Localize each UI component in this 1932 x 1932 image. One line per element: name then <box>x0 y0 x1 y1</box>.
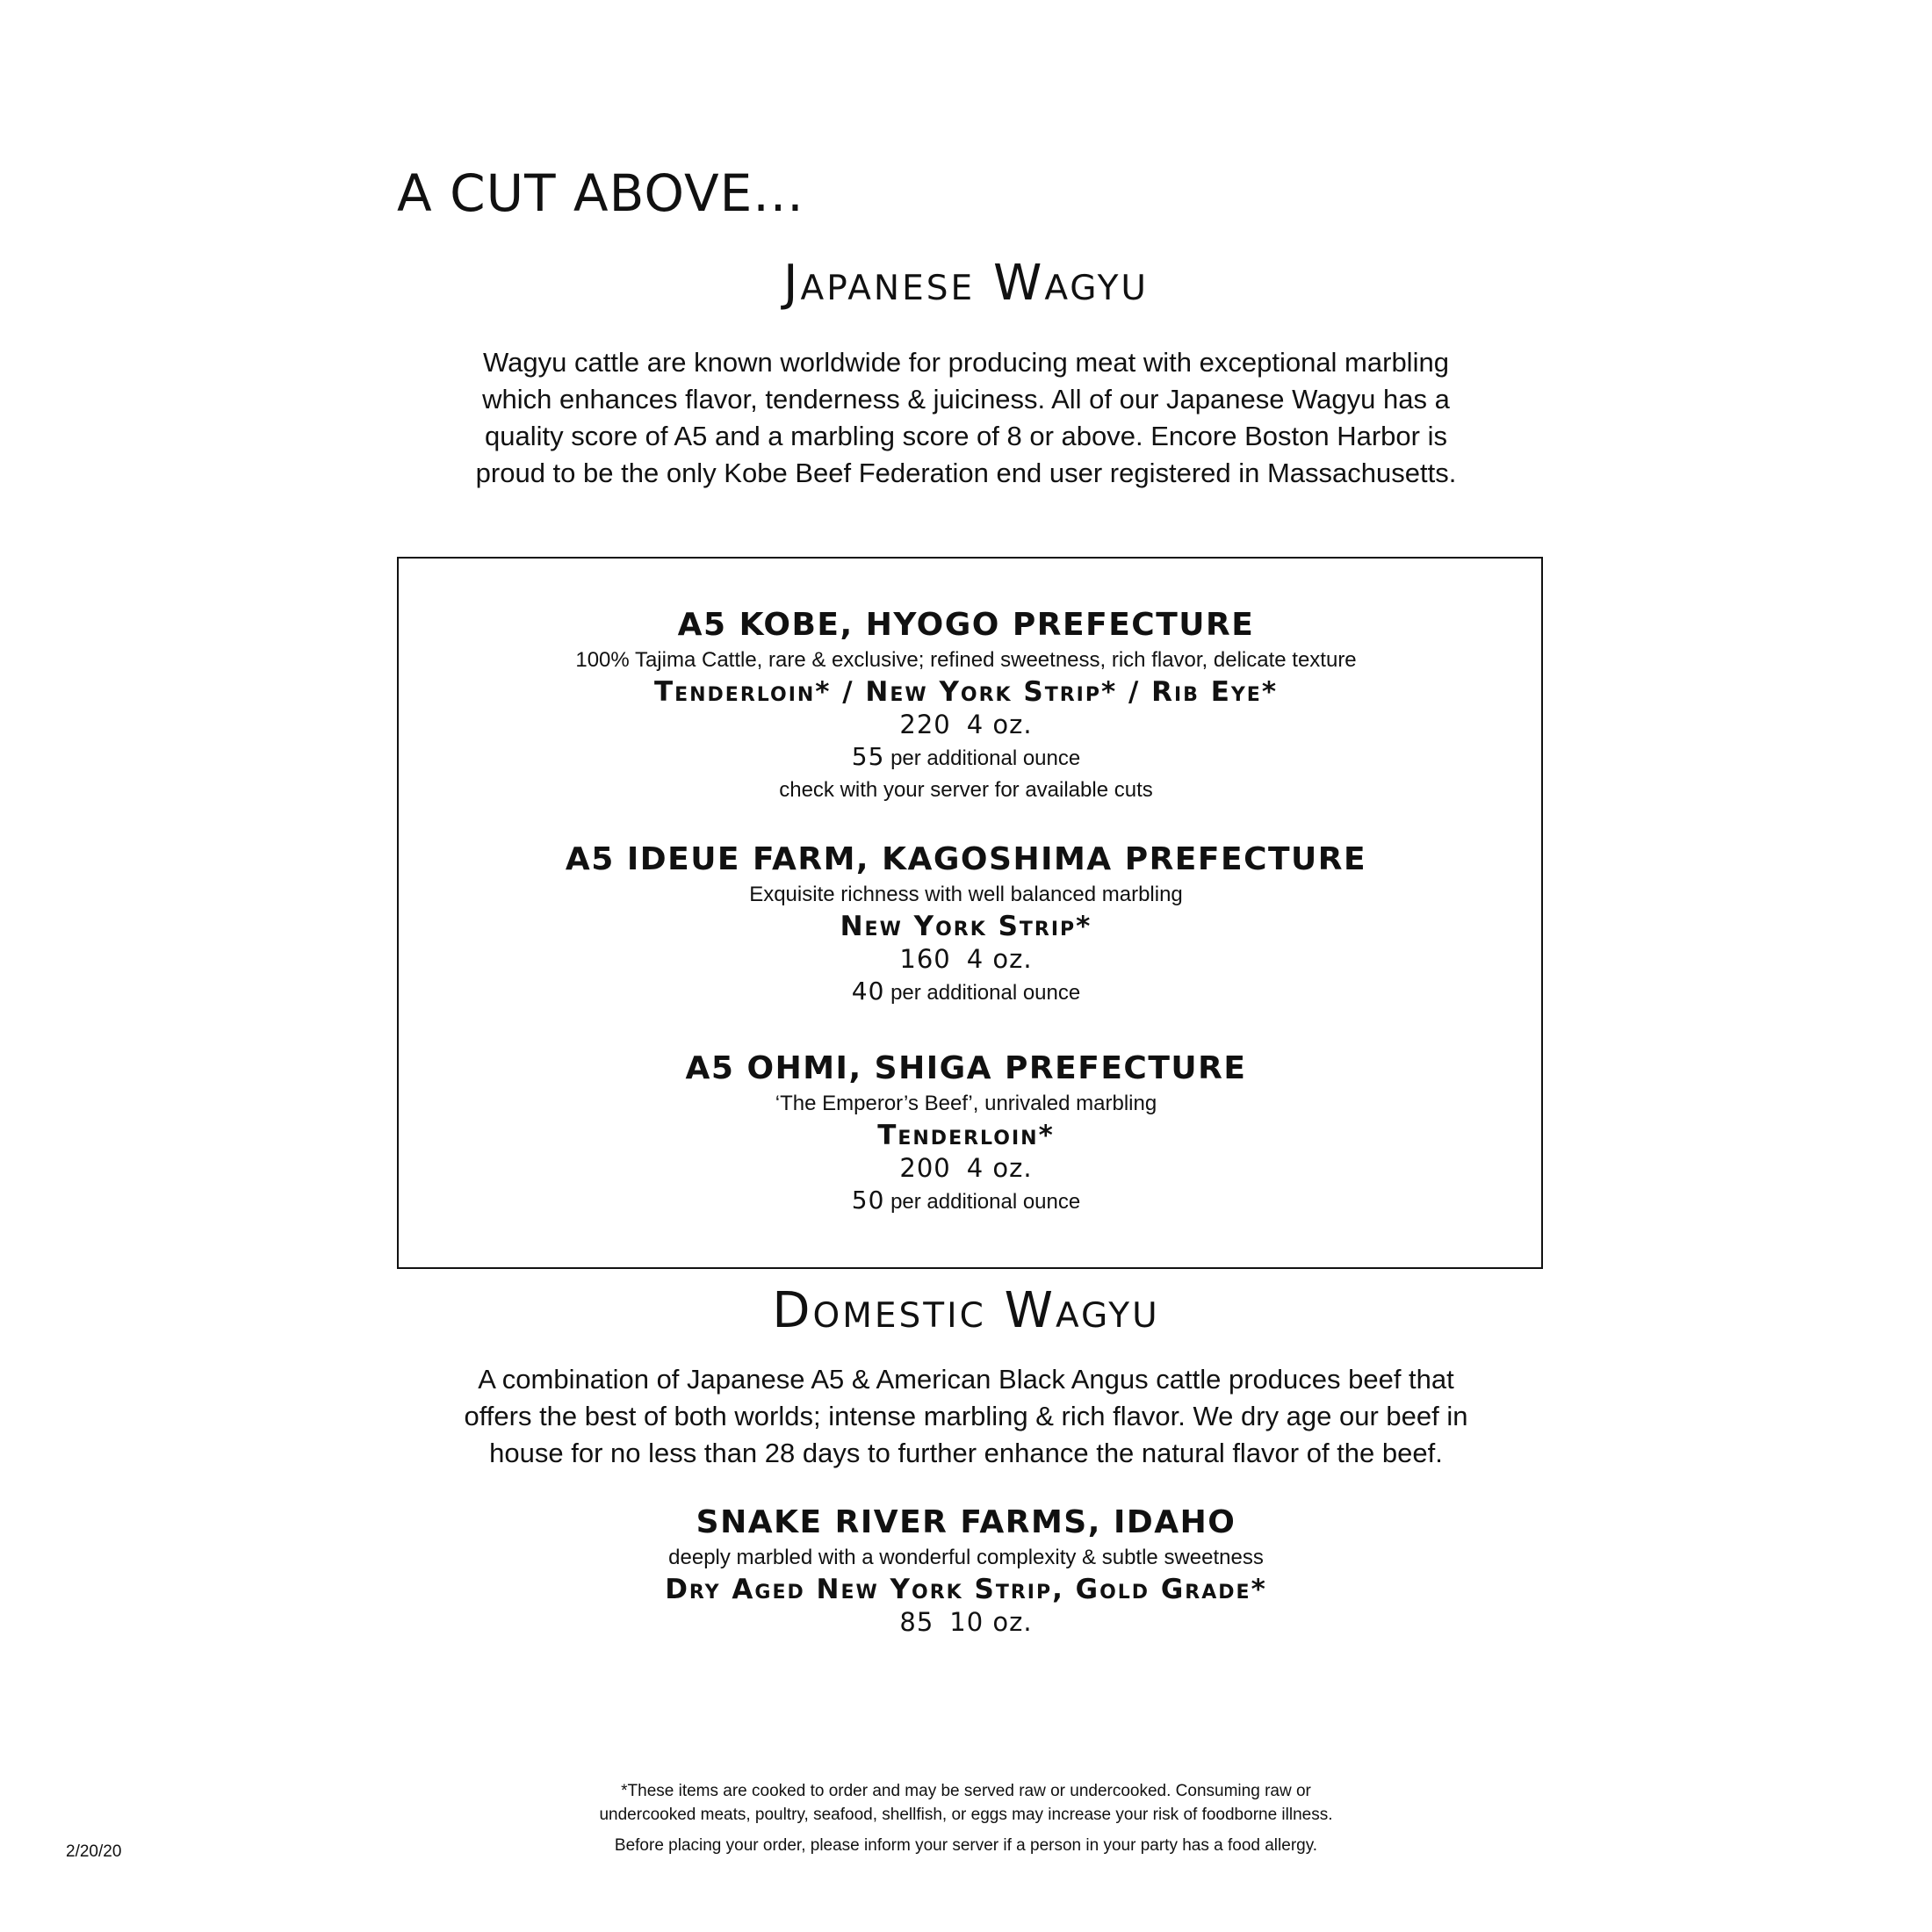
intro-line: house for no less than 28 days to further enhance the natural flavor of the beef. <box>489 1438 1443 1468</box>
item-additional <box>0 741 1932 775</box>
item-price-line <box>0 942 1932 976</box>
intro-line: quality score of A5 and a marbling score of 8 or above. Encore Boston Harbor is <box>485 421 1447 451</box>
item-cuts: Tenderloin* <box>877 1120 1055 1151</box>
footer-disclaimer <box>0 1779 1932 1827</box>
additional-price: 40 <box>851 977 885 1006</box>
item-price: 160 <box>899 944 951 974</box>
item-note: check with your server for available cuts <box>779 778 1153 802</box>
item-name: A5 IDEUE FARM, KAGOSHIMA PREFECTURE <box>565 841 1367 877</box>
item-price: 200 <box>899 1153 951 1183</box>
item-description: Exquisite richness with well balanced marbling <box>749 883 1183 906</box>
item-cuts: Dry Aged New York Strip, Gold Grade* <box>665 1574 1267 1605</box>
item-weight: 4 oz. <box>966 944 1033 974</box>
item-weight: 10 oz. <box>949 1607 1033 1637</box>
menu-item-ideue <box>0 840 1932 1009</box>
item-weight: 4 oz. <box>966 710 1033 739</box>
intro-line: proud to be the only Kobe Beef Federation end user registered in Massachusetts. <box>475 458 1457 488</box>
additional-text: per additional ounce <box>890 981 1081 1005</box>
item-name: A5 KOBE, HYOGO PREFECTURE <box>677 607 1255 643</box>
item-price-line <box>0 708 1932 741</box>
intro-line: A combination of Japanese A5 & American Black Angus cattle produces beef that <box>478 1364 1454 1395</box>
additional-price: 55 <box>851 742 885 771</box>
domestic-wagyu-intro <box>457 1361 1475 1472</box>
headline: A CUT ABOVE... <box>397 163 804 223</box>
disclaimer-line: *These items are cooked to order and may be served raw or undercooked. Consuming raw or <box>621 1782 1311 1800</box>
item-additional <box>0 976 1932 1009</box>
additional-text: per additional ounce <box>890 1190 1081 1214</box>
item-price-line <box>0 1605 1932 1639</box>
item-name: SNAKE RIVER FARMS, IDAHO <box>696 1504 1236 1540</box>
item-description: ‘The Emperor’s Beef’, unrivaled marbling <box>775 1092 1157 1115</box>
japanese-wagyu-title: Japanese Wagyu <box>783 255 1149 312</box>
item-cuts: Tenderloin* / New York Strip* / Rib Eye* <box>653 676 1279 708</box>
menu-item-kobe <box>0 606 1932 806</box>
intro-line: which enhances flavor, tenderness & juiciness. All of our Japanese Wagyu has a <box>482 384 1450 415</box>
footer-allergy-notice: Before placing your order, please inform your server if a person in your party has a food allergy. <box>614 1836 1318 1855</box>
additional-text: per additional ounce <box>890 746 1081 770</box>
item-price: 220 <box>899 710 951 739</box>
item-description: 100% Tajima Cattle, rare & exclusive; refined sweetness, rich flavor, delicate texture <box>575 648 1357 672</box>
menu-date: 2/20/20 <box>66 1842 122 1861</box>
item-description: deeply marbled with a wonderful complexity & subtle sweetness <box>668 1546 1264 1569</box>
japanese-wagyu-intro <box>457 344 1475 492</box>
item-name: A5 OHMI, SHIGA PREFECTURE <box>685 1050 1247 1086</box>
item-additional <box>0 1185 1932 1218</box>
intro-line: offers the best of both worlds; intense marbling & rich flavor. We dry age our beef in <box>464 1401 1468 1431</box>
intro-line: Wagyu cattle are known worldwide for producing meat with exceptional marbling <box>483 347 1449 378</box>
item-cuts: New York Strip* <box>840 911 1092 942</box>
disclaimer-line: undercooked meats, poultry, seafood, shellfish, or eggs may increase your risk of foodborne illness. <box>599 1806 1333 1824</box>
item-weight: 4 oz. <box>966 1153 1033 1183</box>
menu-item-ohmi <box>0 1049 1932 1218</box>
menu-item-snake-river <box>0 1503 1932 1639</box>
item-price: 85 <box>899 1607 934 1637</box>
item-price-line <box>0 1151 1932 1185</box>
additional-price: 50 <box>851 1186 885 1215</box>
domestic-wagyu-title: Domestic Wagyu <box>772 1282 1160 1339</box>
